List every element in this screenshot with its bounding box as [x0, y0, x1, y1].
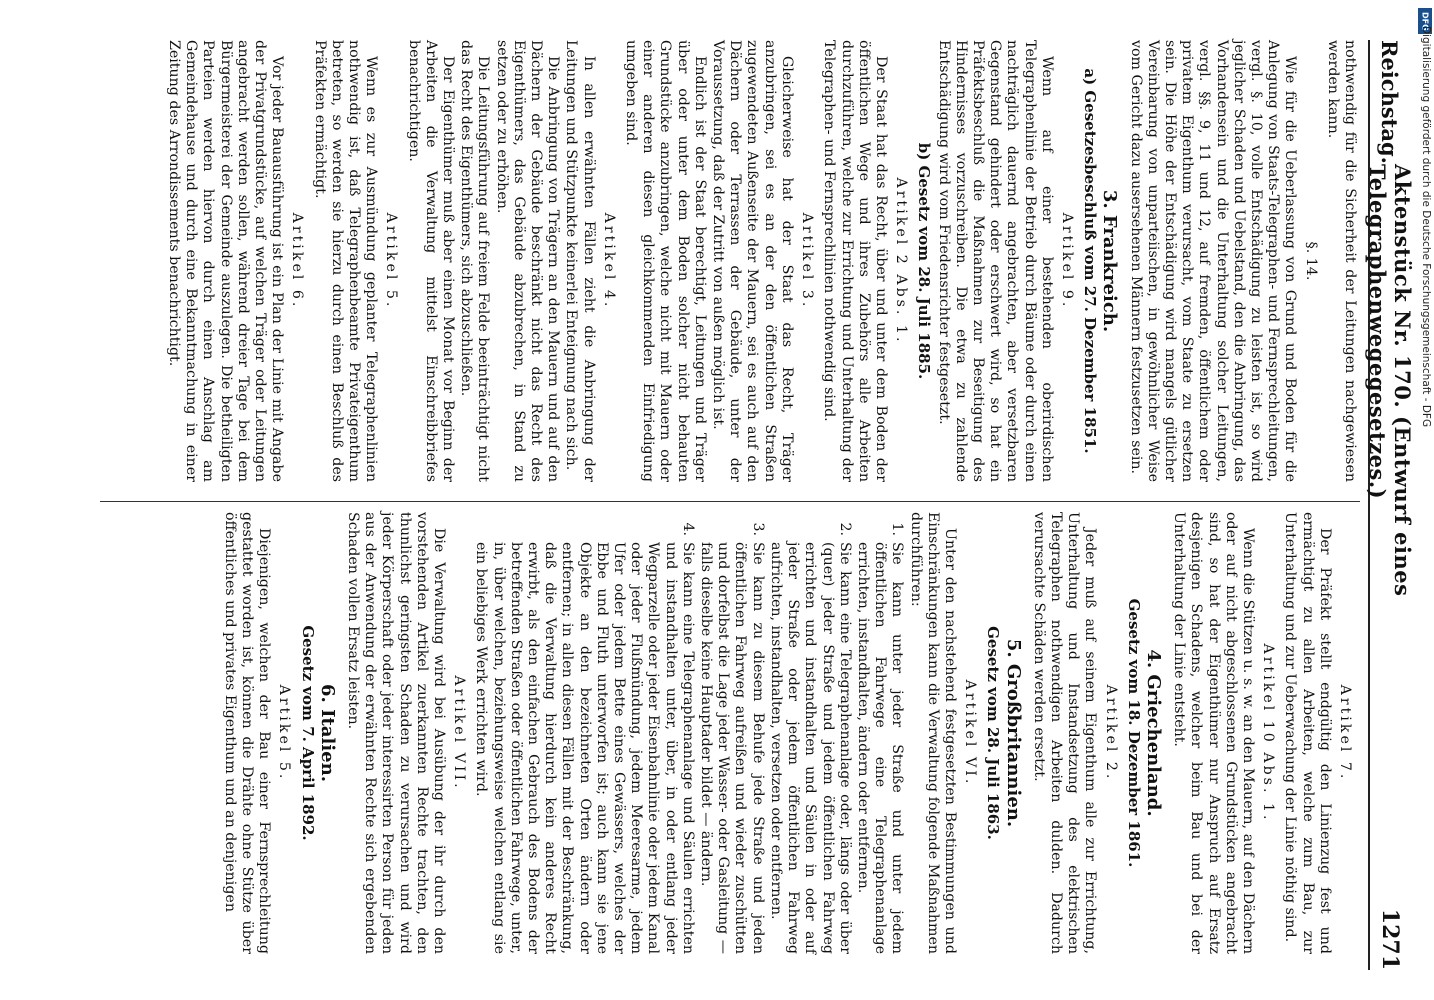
paragraph: nothwendig für die Sicherheit der Leitungen nachgewiesen werden kann. — [1324, 40, 1358, 482]
article-title: Artikel VI. — [962, 679, 979, 787]
list-item — [472, 512, 696, 954]
law-subheading: Gesetz vom 28. Juli 1863. — [984, 626, 1003, 840]
list-item-text: Sie kann eine Telegraphenanlage und Säulen errichten und instandhalten unter, über, in oder entlang jeder Wegparzelle oder jeder Eisenbahnlinie oder jedem Kanal oder jeder Flußmündung, jedem Meeresarme, jedem Ufer oder jedem Bette eines Gewässers, welches der Ebbe und Fluth unterworfen ist; auch kann sie jene Objekte an den bezeichneten Orten ändern oder entfernen; in allen diesen Fällen mit der Beschränkung, daß die Verwaltung hierdurch kein anderes Recht erwirbt, als den einfachen Gebrauch des Bodens der betreffenden Straßen oder öffentlichen Fahrwege, unter, in, über welchen, beziehungsweise welchen entlang sie ein beliebiges Werk errichten wird. — [473, 542, 696, 954]
article-title: Artikel 4. — [600, 212, 617, 310]
paragraph: Wie für die Ueberlassung von Grund und Boden für die Anlegung von Staats-Telegraphen- und Fernsprechleitungen, vergl. §. 10, volle Entschädigung zu leisten ist, so wird jeglicher Schaden und Uebelstand, den die Anbringung, das Vorhandensein und die Unterhaltung solcher Leitungen, vergl. §§. 9, 11 und 12, auf fremden, öffentlichem oder privatem Eigenthum verursacht, vom Staate zu ersetzen sein. Die Höhe der Entschädigung wird mangels gütlicher Vereinbarung von unparteiischen, in gewöhnlicher Weise vom Gericht dazu ausersehenen Männern festzusetzen sein. — [1127, 40, 1299, 482]
paragraph: Die Anbringung von Trägern an den Mauern und auf den Dächern der Gebäude beschränkt nicht das Recht des Eigenthümers, das Gebäude abzubrechen, in Stand zu setzen oder zu erhöhen. — [493, 40, 562, 482]
country-heading: 4. Griechenland. — [1142, 649, 1164, 817]
left-column — [98, 40, 1358, 482]
article-title: Artikel 5. — [383, 212, 400, 310]
country-heading: 3. Frankreich. — [1099, 189, 1121, 333]
list-item-text: Sie kann zu diesem Behufe jede Straße und jeden öffentlichen Fahrweg aufreißen und wieder zuschütten und dorfelbst die Lage jeder Wasser- oder Gasleitung — falls dieselbe keine Hauptader bildet — ändern. — [698, 542, 766, 954]
list-item-number: 3. — [749, 522, 766, 536]
paragraph: Gleicherweise hat der Staat das Recht, Träger anzubringen, sei es an der den öffentlichen Straßen zugewendeten Außenseite der Mauern, sei es auch auf den Dächern oder Terrassen der Gebäude, unter der Voraussetzung, daß der Zutritt von außen möglich ist. — [710, 40, 795, 482]
article-title: Artikel 2 Abs. 1. — [893, 177, 910, 345]
column-divider — [100, 501, 1360, 502]
paragraph: Vor jeder Bauausführung ist ein Plan der Linie mit Angabe der Privatgrundstücke, auf welchen Träger oder Leitungen angebracht werden sollen, während dreier Tage bei dem Bürgermeisterei der Gemeinde auszulegen. Die betheiligten Parteien werden hiervon durch einen Anschlag am Gemeindehause und durch eine Bekanntmachung in einer Zeitung des Arrondissements benachrichtigt. — [166, 40, 286, 482]
paragraph: Diejenigen, welchen der Bau einer Fernsprechleitung gestattet worden ist, können die Drähte ohne Stütze über öffentliches und privates Eigenthum und an denjenigen — [221, 512, 273, 954]
country-heading: 6. Italien. — [316, 684, 338, 782]
paragraph: Der Eigenthümer muß aber einen Monat vor Beginn der Arbeiten die Verwaltung mittelst Einschreibbriefes benachrichtigen. — [405, 40, 457, 482]
law-subheading: Gesetz vom 18. Dezember 1861. — [1124, 598, 1143, 868]
paragraph: Unter den nachstehend festgesetzten Bestimmungen und Einschränkungen kann die Verwaltung folgende Maßnahmen durchführen: — [907, 512, 958, 954]
page-header — [1365, 40, 1415, 970]
article-title: Artikel 6. — [289, 212, 306, 310]
page-number: 1271 — [1377, 908, 1403, 970]
paragraph: Wenn auf einer bestehenden oberirdischen Telegraphenlinie der Betrieb durch Bäume oder durch einen nachträglich dauernd angebrachten, aber versetzbaren Gegenstand gehindert oder erschwert wird, so hat ein Präfektsbeschluß die Maßnahmen zur Beseitigung des Hindernisses vorzuschreiben. Die etwa zu zahlende Entschädigung wird vom Friedensrichter festgesetzt. — [935, 40, 1055, 482]
article-title: Artikel 7. — [1337, 684, 1353, 782]
list-item-number: 2. — [836, 522, 853, 536]
list-item-text: Sie kann eine Telegraphenanlage oder, längs oder über (quer) jeder Straße und jedem öffentlichen Fahrweg errichten und instandhalten und Säulen in oder auf jeder Straße oder jedem öffentlichen Fahrweg aufrichten, instandhalten, versetzen oder entfernen. — [767, 542, 853, 954]
list-item — [767, 512, 853, 954]
header-title: Aktenstück Nr. 170. (Entwurf eines Telegraphenwegegesetzes.) — [1365, 163, 1415, 597]
article-title: Artikel 3. — [799, 212, 816, 310]
paragraph: Wenn die Stützen u. s. w. an den Mauern, auf den Dächern oder auf nicht abgeschlossenen Grundstücken angebracht sind, so hat der Eigenthümer nur Anspruch auf Ersatz desjenigen Schadens, welcher beim Bau und bei der Unterhaltung der Linie entsteht. — [1171, 512, 1256, 954]
article-title: Artikel 9. — [1058, 212, 1075, 310]
list-item — [854, 512, 906, 954]
article-title: Artikel VII. — [451, 675, 468, 791]
section-number: §. 14. — [1302, 241, 1319, 281]
paragraph: Die Leitungsführung auf freiem Felde beeinträchtigt nicht das Recht des Eigenthümers, sich abzuschließen. — [458, 40, 492, 482]
dfg-logo: DFG — [1418, 8, 1432, 34]
article-title: Artikel 10 Abs. 1. — [1260, 643, 1277, 823]
list-item-number: 4. — [679, 522, 696, 536]
rotated-document-page — [60, 40, 1415, 970]
law-subheading: b) Gesetz vom 28. Juli 1885. — [915, 142, 934, 380]
law-subheading: Gesetz vom 7. April 1892. — [298, 625, 317, 841]
paragraph: Jeder muß auf seinem Eigenthum alle zur Errichtung, Unterhaltung und Instandsetzung des elektrischen Telegraphen nothwendigen Arbeiten dulden. Dadurch verursachte Schäden werden ersetzt. — [1030, 512, 1099, 954]
list-item — [697, 512, 766, 954]
country-heading: 5. Großbritannien. — [1002, 638, 1024, 828]
digitization-note — [1420, 26, 1432, 990]
paragraph: Endlich ist der Staat berechtigt, Leitungen und Träger über oder unter dem Boden solcher nicht behauten Grundstücke anzubringen, welche nicht mit Mauern oder einer anderen diesen gleichkommenden Einfriedigung umgeben sind. — [623, 40, 708, 482]
paragraph: Der Präfekt stellt endgültig den Linienzug fest und ermächtigt zu allen Arbeiten, welche zum Bau, zur Unterhaltung und zur Ueberwachung der Linie nöthig sind. — [1282, 512, 1333, 954]
paragraph: In allen erwähnten Fällen zieht die Anbringung der Leitungen und Stützpunkte keinerlei Enteignung nach sich. — [563, 40, 597, 482]
paragraph: Der Staat hat das Recht, über und unter dem Boden der öffentlichen Wege und ihres Zubehörs alle Arbeiten durchzuführen, welche zur Errichtung und Unterhaltung der Telegraphen- und Fernsprechlinien nothwendig sind. — [821, 40, 889, 482]
article-title: Artikel 5. — [276, 684, 293, 782]
right-column — [98, 512, 1358, 954]
article-title: Artikel 2. — [1102, 684, 1119, 782]
list-item-number: 1. — [889, 522, 906, 536]
list-item-text: Sie kann unter jeder Straße und unter jedem öffentlichen Fahrwege eine Telegraphenanlage errichten, instandhalten, ändern oder entfernen. — [854, 542, 906, 954]
law-subheading: a) Gesetzesbeschluß vom 27. Dezember 1851. — [1081, 68, 1100, 454]
header-left: Reichstag. — [1377, 40, 1403, 164]
paragraph: Wenn es zur Ausmündung geplanter Telegraphenlinien nothwendig ist, daß Telegraphenbeamte Privateigenthum betreten, so werden sie hierzu durch einen Beschluß des Präfekten ermächtigt. — [311, 40, 380, 482]
paragraph: Die Verwaltung wird bei Ausübung der ihr durch den vorstehenden Artikel zuerkannten Rechte trachten, den thunlichst geringsten Schaden zu verursachen und wird jeder Körperschaft oder jeder interessirten Person für jeden aus der Anwendung der erwähnten Rechte sich ergebenden Schaden vollen Ersatz leisten. — [345, 512, 448, 954]
digitization-note-text: Digitalisierung gefördert durch die Deutsche Forschungsgemeinschaft - DFG — [1420, 26, 1432, 428]
